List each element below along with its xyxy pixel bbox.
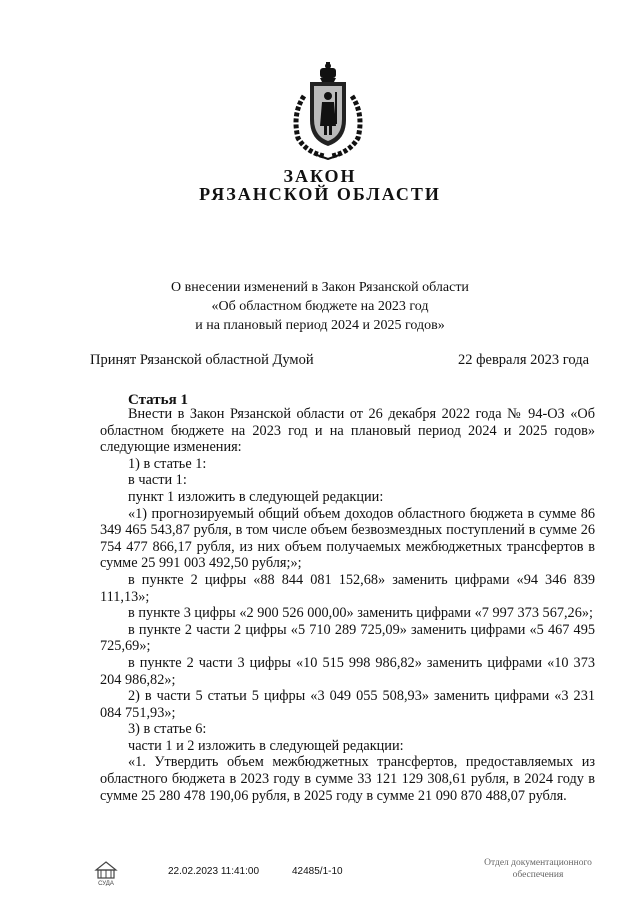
logo-text: СУДА — [98, 881, 114, 886]
paragraph: в пункте 3 цифры «2 900 526 000,00» заменить цифрами «7 997 373 567,26»; — [128, 605, 593, 622]
footer-doc-number: 42485/1-10 — [292, 866, 343, 877]
coat-of-arms-emblem — [286, 62, 370, 160]
adopted-by: Принят Рязанской областной Думой — [90, 352, 314, 368]
adoption-date: 22 февраля 2023 года — [458, 352, 590, 368]
paragraph: части 1 и 2 изложить в следующей редакции: — [128, 737, 404, 754]
footer-timestamp: 22.02.2023 11:41:00 — [168, 866, 260, 877]
department-stamp — [468, 857, 608, 881]
archive-logo-icon — [92, 860, 120, 886]
subject-line2: «Об областном бюджете на 2023 год — [211, 299, 429, 314]
paragraph: в пункте 2 части 2 цифры «5 710 289 725,09» заменить цифрами «5 467 495 725,69»; — [100, 621, 595, 655]
paragraph: «1) прогнозируемый общий объем доходов областного бюджета в сумме 86 349 465 543,87 рубля, в том числе объем безвозмездных поступлений в сумме 26 754 477 866,17 рубля, из них объем получаемых межбюджетных трансфертов в сумме 25 991 003 492,50 рубля;»; — [100, 505, 595, 572]
subject-line1: О внесении изменений в Закон Рязанской области — [171, 280, 469, 295]
paragraph: 1) в статье 1: — [128, 455, 207, 472]
paragraph: 3) в статье 6: — [128, 721, 207, 738]
law-subject — [0, 278, 640, 335]
paragraph: в пункте 2 части 3 цифры «10 515 998 986,82» заменить цифрами «10 373 204 986,82»; — [100, 654, 595, 688]
paragraph: пункт 1 изложить в следующей редакции: — [128, 488, 384, 505]
paragraph: Внести в Закон Рязанской области от 26 декабря 2022 года № 94-ОЗ «Об областном бюджете на 2023 год и на плановый период 2024 и 2025 годов» следующие изменения: — [100, 406, 595, 456]
paragraph: 2) в части 5 статьи 5 цифры «3 049 055 508,93» заменить цифрами «3 231 084 751,93»; — [100, 688, 595, 721]
stamp-line2: обеспечения — [512, 870, 564, 880]
paragraph: «1. Утвердить объем межбюджетных трансфертов, предоставляемых из областного бюджета в 2023 году в сумме 33 121 129 308,61 рубля, в 2024 году в сумме 25 280 478 190,06 рубля, в 2025 году в сумме 21 090 870 488,07 рубля. — [100, 754, 595, 804]
subject-line3: и на плановый период 2024 и 2025 годов» — [195, 318, 445, 333]
paragraph: в пункте 2 цифры «88 844 081 152,68» заменить цифрами «94 346 839 111,13»; — [100, 571, 595, 605]
stamp-line1: Отдел документационного — [484, 858, 592, 868]
article-heading: Статья 1 — [128, 392, 188, 408]
paragraph: в части 1: — [128, 472, 187, 489]
article-body — [100, 406, 595, 804]
law-title-line2: РЯЗАНСКОЙ ОБЛАСТИ — [199, 184, 441, 204]
law-title-line1: ЗАКОН — [283, 166, 357, 186]
